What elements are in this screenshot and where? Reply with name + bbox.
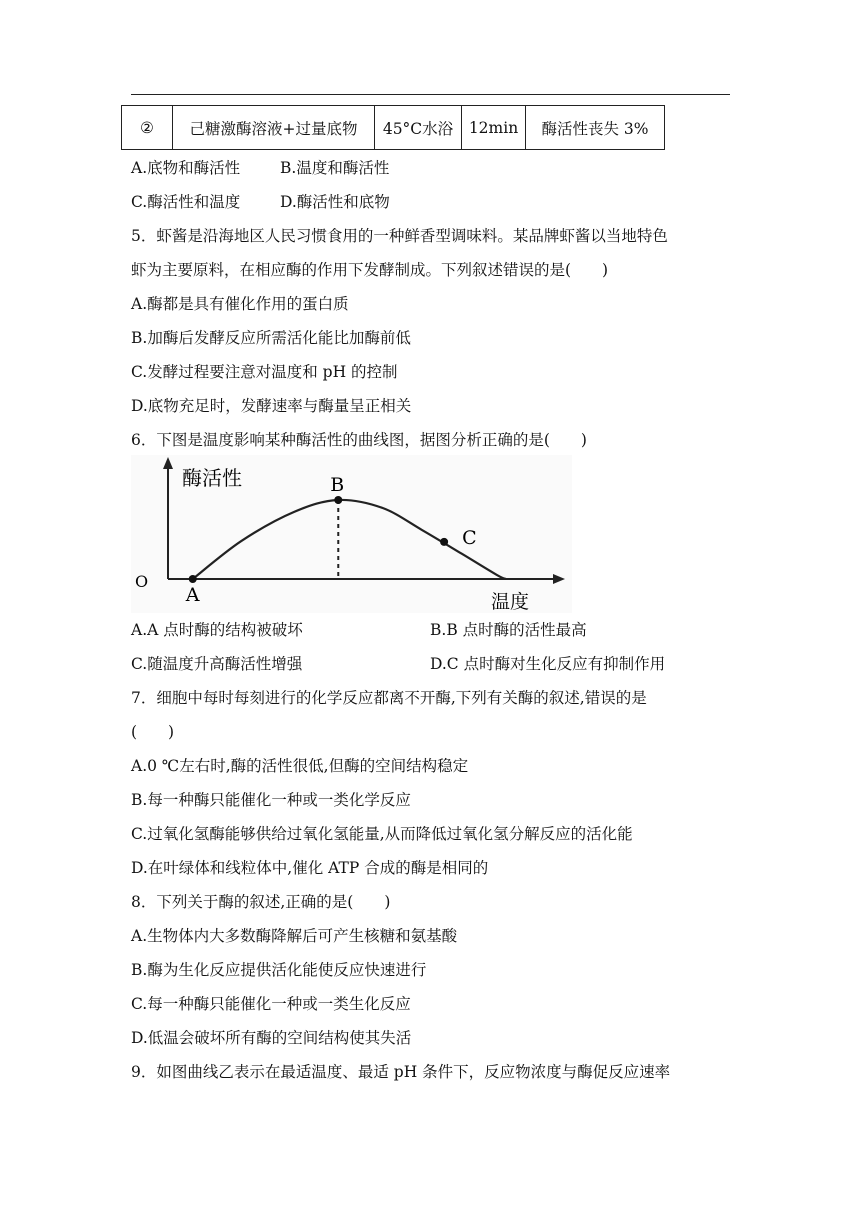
q7-option-b: B.每一种酶只能催化一种或一类化学反应	[131, 791, 411, 809]
header-rule	[131, 94, 730, 95]
q7-stem: 7．细胞中每时每刻进行的化学反应都离不开酶,下列有关酶的叙述,错误的是	[131, 689, 647, 707]
enzyme-activity-chart	[131, 455, 572, 613]
point-c-marker	[440, 538, 448, 546]
q9-stem: 9．如图曲线乙表示在最适温度、最适 pH 条件下，反应物浓度与酶促反应速率	[131, 1063, 671, 1081]
q7-paren: ( )	[131, 723, 175, 741]
q6-stem: 6．下图是温度影响某种酶活性的曲线图，据图分析正确的是( )	[131, 431, 587, 449]
table-cell-temperature: 45°C水浴	[375, 106, 462, 150]
q6-option-a: A.A 点时酶的结构被破坏	[131, 621, 303, 639]
point-b-marker	[334, 496, 342, 504]
point-a-label: A	[185, 584, 200, 606]
q7-option-a: A.0 ℃左右时,酶的活性很低,但酶的空间结构稳定	[131, 757, 469, 775]
point-c-label: C	[462, 526, 477, 549]
table-cell-reagent: 己糖激酶溶液+过量底物	[173, 106, 375, 150]
x-axis-label: 温度	[491, 591, 530, 613]
q7-option-c: C.过氧化氢酶能够供给过氧化氢能量,从而降低过氧化氢分解反应的活化能	[131, 825, 633, 843]
q6-option-b: B.B 点时酶的活性最高	[430, 621, 587, 639]
point-b-label: B	[330, 474, 345, 496]
table-cell-time: 12min	[462, 106, 526, 150]
q4-option-a: A.底物和酶活性	[131, 159, 241, 177]
y-axis-label: 酶活性	[182, 466, 242, 490]
q7-option-d: D.在叶绿体和线粒体中,催化 ATP 合成的酶是相同的	[131, 859, 489, 877]
q8-option-b: B.酶为生化反应提供活化能使反应快速进行	[131, 961, 427, 979]
q5-option-c: C.发酵过程要注意对温度和 pH 的控制	[131, 363, 398, 381]
point-a-marker	[189, 575, 197, 583]
chart-svg	[131, 455, 572, 613]
q8-option-d: D.低温会破坏所有酶的空间结构使其失活	[131, 1029, 412, 1047]
q8-stem: 8．下列关于酶的叙述,正确的是( )	[131, 893, 391, 911]
origin-label: O	[135, 572, 149, 591]
q6-option-c: C.随温度升高酶活性增强	[131, 655, 303, 673]
table-cell-result: 酶活性丧失 3%	[526, 106, 665, 150]
q4-option-b: B.温度和酶活性	[280, 159, 390, 177]
q8-option-a: A.生物体内大多数酶降解后可产生核糖和氨基酸	[131, 927, 458, 945]
q4-option-d: D.酶活性和底物	[280, 193, 390, 211]
table-cell-group: ②	[122, 106, 173, 150]
q5-option-d: D.底物充足时，发酵速率与酶量呈正相关	[131, 397, 412, 415]
q4-option-c: C.酶活性和温度	[131, 193, 241, 211]
q6-option-d: D.C 点时酶对生化反应有抑制作用	[430, 655, 666, 673]
experiment-table	[121, 105, 665, 150]
q5-stem-line1: 5．虾酱是沿海地区人民习惯食用的一种鲜香型调味料。某品牌虾酱以当地特色	[131, 227, 668, 245]
q5-stem-line2: 虾为主要原料，在相应酶的作用下发酵制成。下列叙述错误的是( )	[131, 261, 609, 279]
q5-option-a: A.酶都是具有催化作用的蛋白质	[131, 295, 349, 313]
q8-option-c: C.每一种酶只能催化一种或一类生化反应	[131, 995, 411, 1013]
q5-option-b: B.加酶后发酵反应所需活化能比加酶前低	[131, 329, 411, 347]
table-row	[122, 106, 665, 150]
